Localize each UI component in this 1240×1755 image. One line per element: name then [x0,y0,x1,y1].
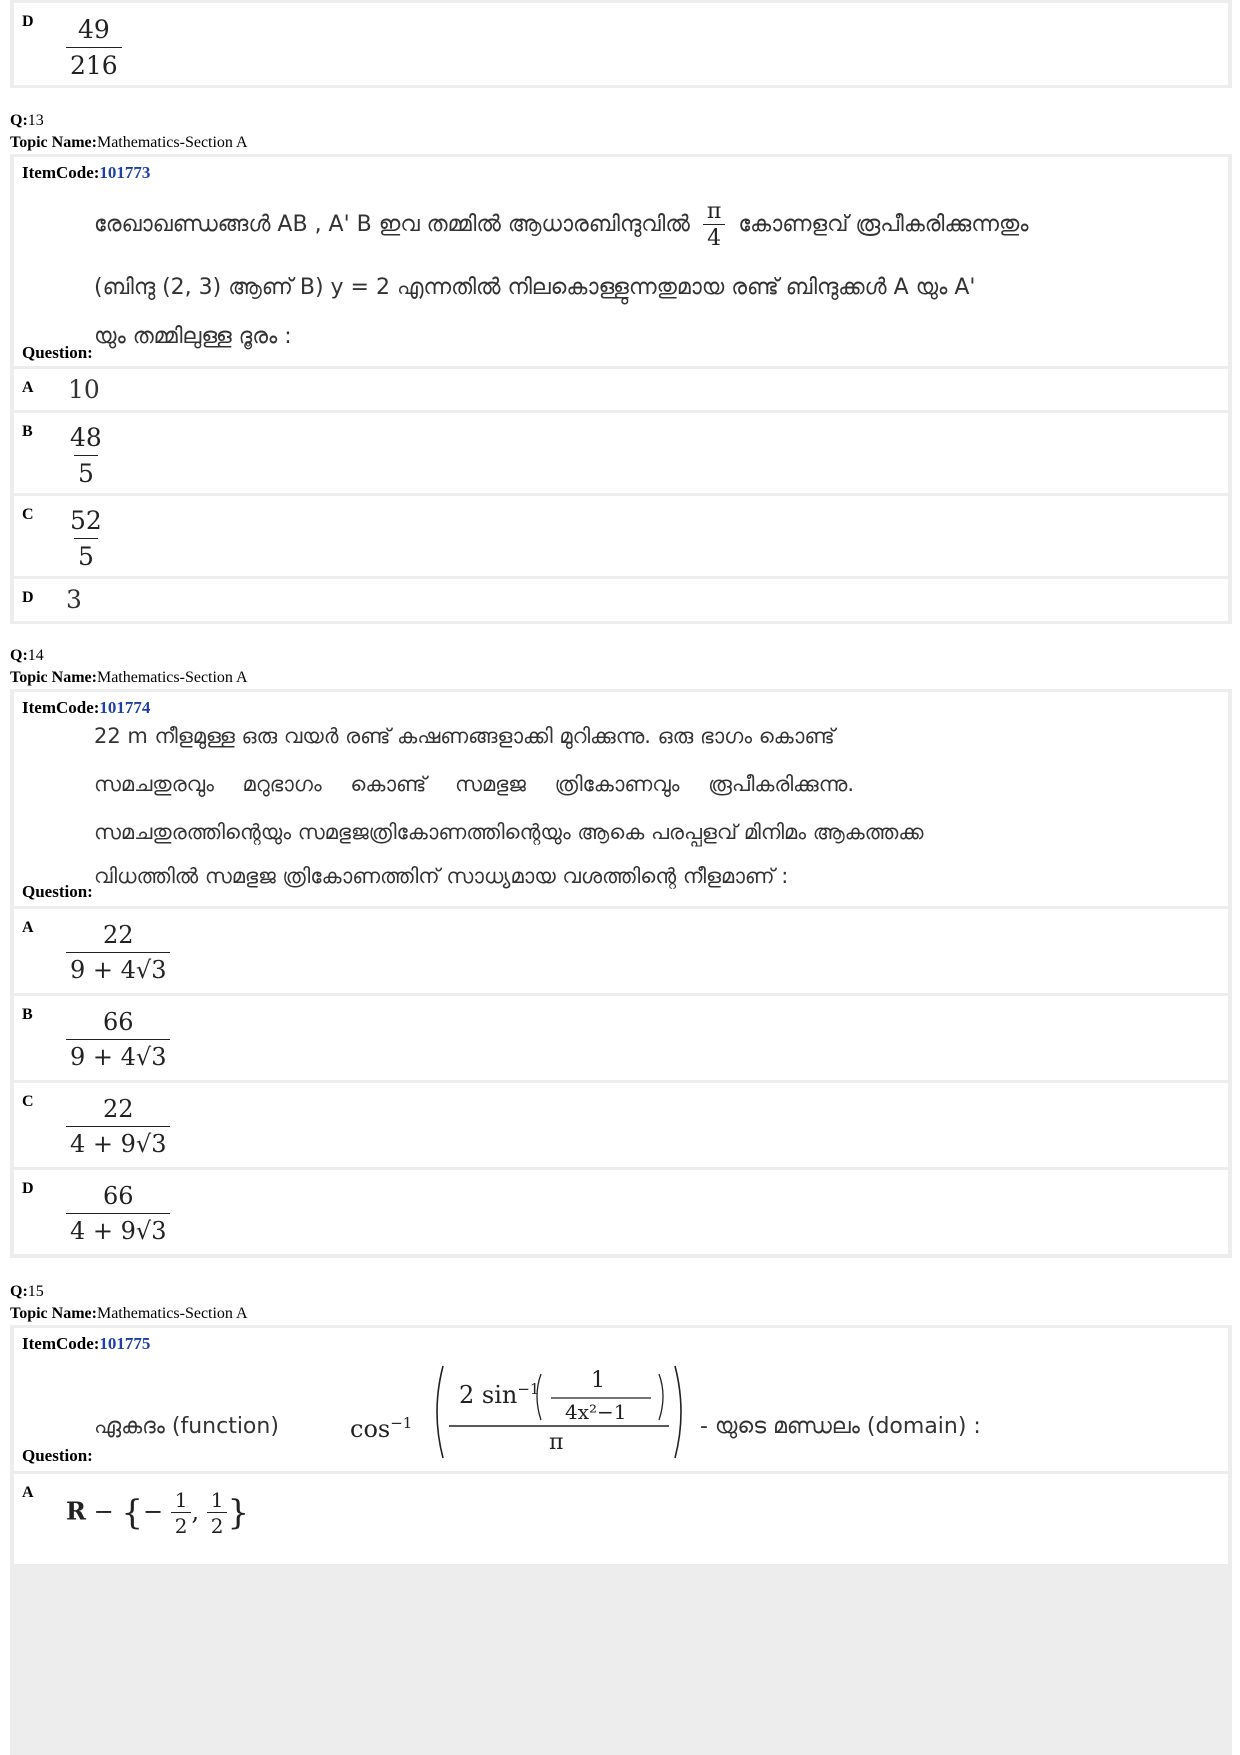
q-number: 13 [27,112,44,129]
question-stem [14,157,1228,366]
inner-denominator: 4x²−1 [565,1400,627,1424]
question-label: Question: [22,343,93,362]
q-number: 14 [27,647,44,664]
topic-line [10,1303,248,1325]
option-content [54,909,1228,993]
option-fraction [66,506,106,571]
option-row[interactable] [14,413,1228,493]
q-label: Q: [10,112,28,129]
question-box [10,689,1232,1258]
fraction-numerator: 22 [102,1095,134,1123]
outer-denominator: π [549,1430,564,1455]
itemcode-value[interactable]: 101774 [99,698,151,717]
fraction-denominator: 4 [703,224,725,251]
fraction-numerator: 48 [70,423,102,452]
question-text: - യുടെ മണ്ഡലം (domain) : [700,1414,981,1439]
q-label: Q: [10,1283,28,1300]
option-row[interactable] [14,996,1228,1080]
fraction-denominator: 216 [66,47,122,80]
question-number [10,645,44,667]
fraction-denominator: 4 + 9√3 [66,1126,170,1158]
fraction-numerator: 49 [77,15,110,44]
topic-label: Topic Name: [10,669,97,686]
option-value: 3 [66,585,82,614]
option-label: C [22,506,34,523]
option-value: R − {− $\frac{1}{2}$ , $\frac{1}{2}$ } [66,1488,250,1538]
fraction-denominator: 9 + 4√3 [66,952,170,984]
pi-over-4 [703,199,725,251]
itemcode-label: ItemCode: [22,698,100,717]
option-fraction [66,15,122,80]
itemcode [22,163,150,183]
question-box [10,1325,1232,1755]
topic-label: Topic Name: [10,134,97,151]
question-line [94,199,1028,251]
fraction-denominator: 9 + 4√3 [66,1039,170,1071]
option-row[interactable] [14,909,1228,993]
option-fraction [66,1182,170,1245]
option-content [54,496,1228,576]
option-row[interactable] [14,579,1228,621]
question-number [10,1281,44,1303]
itemcode-value[interactable]: 101775 [99,1334,151,1353]
option-label: B [22,1006,33,1023]
option-label: A [22,919,34,936]
itemcode [22,1334,150,1354]
question-line: 22 m നീളമുള്ള ഒരു വയർ രണ്ട് കഷണങ്ങളാക്കി മുറിക്കുന്നു. ഒരു ഭാഗം കൊണ്ട് [94,724,835,748]
prev-question-options [10,0,1232,88]
question-text: കോണളവ് രൂപീകരിക്കുന്നതും [738,212,1029,237]
question-stem [14,1328,1228,1471]
option-row[interactable] [14,1083,1228,1167]
fraction-numerator: 66 [102,1182,134,1210]
topic-name: Mathematics-Section A [96,1305,248,1322]
option-label: C [22,1093,34,1110]
option-content [54,996,1228,1080]
q-label: Q: [10,647,28,664]
option-label: D [22,1180,34,1197]
option-content [54,1170,1228,1254]
option-content [54,369,1228,410]
question-line: യും തമ്മിലുള്ള ദൂരം : [94,324,292,349]
option-content [54,1474,1228,1564]
option-label: A [22,1484,34,1501]
fraction-denominator: 5 [74,455,98,488]
topic-line [10,667,248,689]
question-label: Question: [22,1446,93,1465]
option-content [54,579,1228,621]
option-label: B [22,423,33,440]
sin-text: 2 sin [459,1381,518,1409]
option-fraction [66,1095,170,1158]
inverse-exponent: −1 [390,1414,413,1432]
option-fraction [66,1008,170,1071]
itemcode-value[interactable]: 101773 [99,163,151,182]
cos-inverse [350,1414,412,1443]
question-text: രേഖാഖണ്ഡങ്ങൾ AB , A' B ഇവ തമ്മിൽ ആധാരബിന്ദുവിൽ [94,212,690,237]
topic-line [10,132,248,154]
question-line: സമചതുരവും മറുഭാഗം കൊണ്ട് സമഭുജ ത്രികോണവും രൂപീകരിക്കുന്നു. [94,772,855,796]
fraction-numerator: π [706,199,722,224]
topic-name: Mathematics-Section A [96,134,248,151]
fraction-denominator: 4 + 9√3 [66,1213,170,1245]
question-line: വിധത്തിൽ സമഭുജ ത്രികോണത്തിന് സാധ്യമായ വശത്തിന്റെ നീളമാണ് : [94,864,789,888]
option-label: D [22,589,34,606]
option-row[interactable] [14,3,1228,85]
option-label: D [22,13,34,30]
function-argument [429,1362,689,1462]
question-line: സമചതുരത്തിന്റെയും സമഭുജത്രികോണത്തിന്റെയും ആകെ പരപ്പളവ് മിനിമം ആകത്തക്ക [94,820,924,844]
question-number [10,110,44,132]
inner-numerator: 1 [591,1368,605,1393]
question-stem [14,692,1228,906]
option-row[interactable] [14,369,1228,410]
option-label: A [22,379,34,396]
itemcode-label: ItemCode: [22,163,100,182]
q-number: 15 [27,1283,44,1300]
two-sin-inverse [459,1380,539,1409]
question-text: ഏകദം (function) [94,1414,279,1439]
inverse-exponent: −1 [517,1380,540,1398]
question-box [10,154,1232,624]
option-row[interactable] [14,1170,1228,1254]
fraction-numerator: 52 [70,506,102,535]
fraction-denominator: 5 [74,538,98,571]
option-row[interactable] [14,496,1228,576]
fraction-numerator: 66 [102,1008,134,1036]
cos-text: cos [350,1415,391,1443]
option-row[interactable] [14,1474,1228,1564]
option-value: 10 [68,375,100,404]
itemcode-label: ItemCode: [22,1334,100,1353]
fraction-numerator: 22 [102,921,134,949]
option-content [54,413,1228,493]
option-fraction [66,921,170,984]
topic-name: Mathematics-Section A [96,669,248,686]
topic-label: Topic Name: [10,1305,97,1322]
option-content [54,3,1228,85]
question-label: Question: [22,882,93,901]
option-content [54,1083,1228,1167]
itemcode [22,698,150,718]
option-fraction [66,423,106,488]
question-line: (ബിന്ദു (2, 3) ആണ് B) y = 2 എന്നതിൽ നിലകൊള്ളുന്നതുമായ രണ്ട് ബിന്ദുക്കൾ A യും A' [94,275,976,300]
